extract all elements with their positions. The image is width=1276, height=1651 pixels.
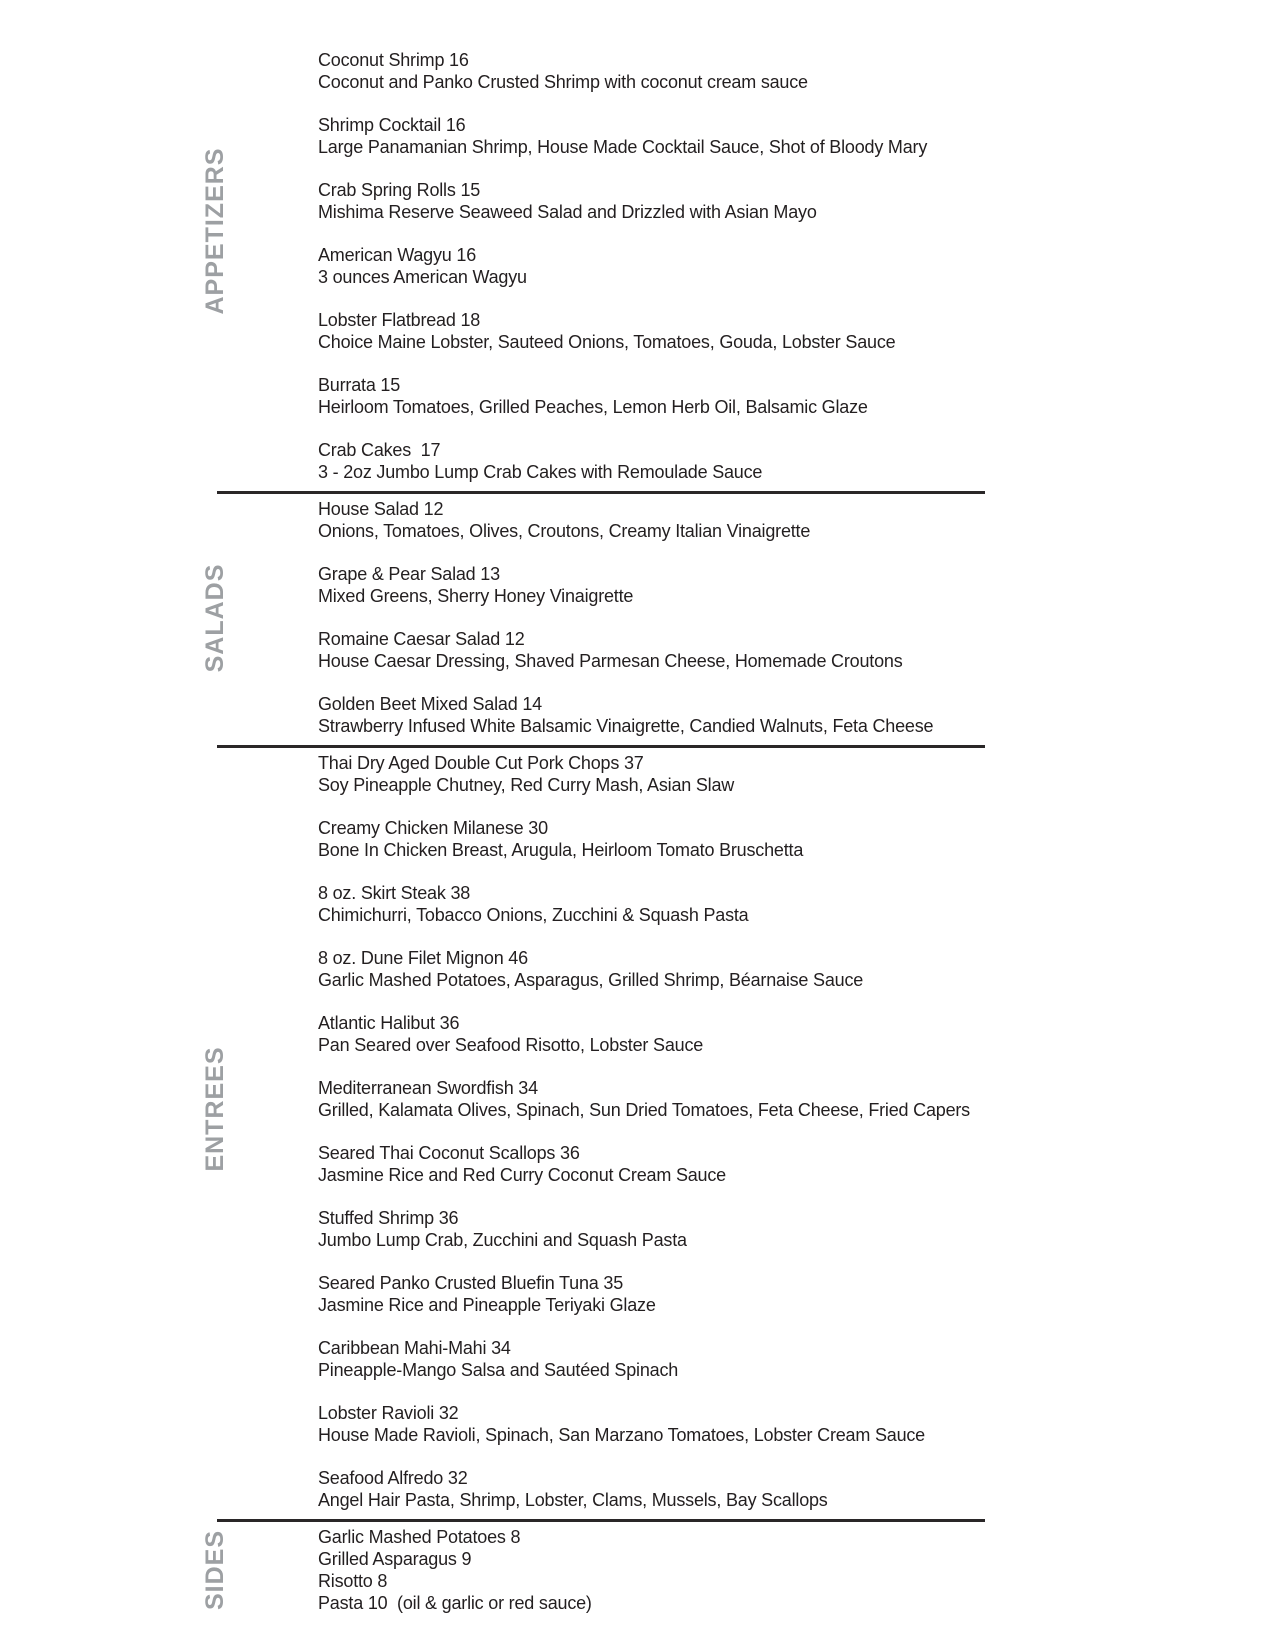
menu-item-name: 8 oz. Dune Filet Mignon 46 <box>318 948 528 968</box>
menu-item <box>318 947 1258 991</box>
menu-item-description: Mixed Greens, Sherry Honey Vinaigrette <box>318 586 634 606</box>
menu-item-description: Pineapple-Mango Salsa and Sautéed Spinach <box>318 1360 679 1380</box>
menu-item <box>318 628 1258 672</box>
section-label: ENTREES <box>201 1046 229 1172</box>
menu-item-description: 3 ounces American Wagyu <box>318 267 527 287</box>
menu-item <box>318 439 1258 483</box>
menu-item-name: Garlic Mashed Potatoes 8 <box>318 1527 521 1547</box>
menu-item-name: Pasta 10 (oil & garlic or red sauce) <box>318 1593 592 1613</box>
menu-item-name: Crab Spring Rolls 15 <box>318 180 481 200</box>
menu-item-name: Mediterranean Swordfish 34 <box>318 1078 538 1098</box>
menu-item <box>318 882 1258 926</box>
menu-item <box>318 374 1258 418</box>
menu-item-description: Soy Pineapple Chutney, Red Curry Mash, Asian Slaw <box>318 775 735 795</box>
menu-item-name: Seafood Alfredo 32 <box>318 1468 468 1488</box>
menu-item <box>318 114 1258 158</box>
menu-item-description: Mishima Reserve Seaweed Salad and Drizzled with Asian Mayo <box>318 202 817 222</box>
menu-item-description: Strawberry Infused White Balsamic Vinaigrette, Candied Walnuts, Feta Cheese <box>318 716 934 736</box>
section-divider <box>217 491 985 494</box>
menu-item-name: Seared Thai Coconut Scallops 36 <box>318 1143 580 1163</box>
menu-item <box>318 1592 1258 1614</box>
menu-item <box>318 244 1258 288</box>
menu-section <box>0 49 1276 483</box>
menu-item-name: 8 oz. Skirt Steak 38 <box>318 883 471 903</box>
menu-item <box>318 563 1258 607</box>
menu-item <box>318 1077 1258 1121</box>
menu-item <box>318 1548 1258 1570</box>
menu-item-name: Creamy Chicken Milanese 30 <box>318 818 548 838</box>
menu-item-name: Romaine Caesar Salad 12 <box>318 629 525 649</box>
menu-item-name: Caribbean Mahi-Mahi 34 <box>318 1338 511 1358</box>
menu-section <box>0 498 1276 737</box>
menu-item <box>318 1570 1258 1592</box>
menu-item-name: House Salad 12 <box>318 499 444 519</box>
menu-item <box>318 1142 1258 1186</box>
menu-item-description: Jasmine Rice and Pineapple Teriyaki Glaze <box>318 1295 656 1315</box>
menu-item-description: Garlic Mashed Potatoes, Asparagus, Grilled Shrimp, Béarnaise Sauce <box>318 970 864 990</box>
menu-item-name: Coconut Shrimp 16 <box>318 50 469 70</box>
menu-item-description: Grilled, Kalamata Olives, Spinach, Sun Dried Tomatoes, Feta Cheese, Fried Capers <box>318 1100 970 1120</box>
menu-item-description: Coconut and Panko Crusted Shrimp with coconut cream sauce <box>318 72 808 92</box>
menu-item <box>318 1012 1258 1056</box>
menu-item-description: Angel Hair Pasta, Shrimp, Lobster, Clams, Mussels, Bay Scallops <box>318 1490 828 1510</box>
menu-item-description: Jasmine Rice and Red Curry Coconut Cream Sauce <box>318 1165 726 1185</box>
menu-item <box>318 1272 1258 1316</box>
menu-item <box>318 1337 1258 1381</box>
menu-item-description: House Caesar Dressing, Shaved Parmesan Cheese, Homemade Croutons <box>318 651 903 671</box>
menu-item-name: Grilled Asparagus 9 <box>318 1549 472 1569</box>
menu-item-name: Atlantic Halibut 36 <box>318 1013 460 1033</box>
section-divider <box>217 745 985 748</box>
section-items <box>318 498 1258 737</box>
section-items <box>318 752 1258 1511</box>
menu-item <box>318 1207 1258 1251</box>
section-label: SIDES <box>201 1529 229 1611</box>
menu-item <box>318 1526 1258 1548</box>
menu-item-description: Jumbo Lump Crab, Zucchini and Squash Pasta <box>318 1230 687 1250</box>
menu-item-name: Risotto 8 <box>318 1571 388 1591</box>
menu-item <box>318 49 1258 93</box>
menu-item <box>318 1467 1258 1511</box>
menu-item-description: Pan Seared over Seafood Risotto, Lobster Sauce <box>318 1035 704 1055</box>
menu-item-name: Lobster Ravioli 32 <box>318 1403 459 1423</box>
menu-item-description: Chimichurri, Tobacco Onions, Zucchini & Squash Pasta <box>318 905 749 925</box>
menu-item-name: Burrata 15 <box>318 375 401 395</box>
menu-item <box>318 179 1258 223</box>
menu-item <box>318 752 1258 796</box>
menu-item-description: Large Panamanian Shrimp, House Made Cocktail Sauce, Shot of Bloody Mary <box>318 137 928 157</box>
menu-item-name: Shrimp Cocktail 16 <box>318 115 466 135</box>
menu-item <box>318 498 1258 542</box>
menu-item-description: Choice Maine Lobster, Sauteed Onions, Tomatoes, Gouda, Lobster Sauce <box>318 332 896 352</box>
menu-item-name: Stuffed Shrimp 36 <box>318 1208 459 1228</box>
menu-item-description: House Made Ravioli, Spinach, San Marzano Tomatoes, Lobster Cream Sauce <box>318 1425 925 1445</box>
menu-item-name: Seared Panko Crusted Bluefin Tuna 35 <box>318 1273 624 1293</box>
section-divider <box>217 1519 985 1522</box>
menu-item-name: Thai Dry Aged Double Cut Pork Chops 37 <box>318 753 644 773</box>
menu-section <box>0 1526 1276 1614</box>
section-items <box>318 49 1258 483</box>
menu-item <box>318 817 1258 861</box>
menu-item <box>318 309 1258 353</box>
section-items <box>318 1526 1258 1614</box>
menu-item-name: American Wagyu 16 <box>318 245 477 265</box>
menu-item <box>318 1402 1258 1446</box>
section-label: SALADS <box>201 563 229 672</box>
menu-item-name: Golden Beet Mixed Salad 14 <box>318 694 542 714</box>
menu-item <box>318 693 1258 737</box>
menu-item-name: Crab Cakes 17 <box>318 440 441 460</box>
section-label: APPETIZERS <box>201 147 229 315</box>
menu-item-description: Bone In Chicken Breast, Arugula, Heirloom Tomato Bruschetta <box>318 840 804 860</box>
menu-item-description: Heirloom Tomatoes, Grilled Peaches, Lemon Herb Oil, Balsamic Glaze <box>318 397 868 417</box>
menu-item-name: Lobster Flatbread 18 <box>318 310 481 330</box>
menu-section <box>0 752 1276 1511</box>
menu-item-name: Grape & Pear Salad 13 <box>318 564 500 584</box>
menu-item-description: Onions, Tomatoes, Olives, Croutons, Creamy Italian Vinaigrette <box>318 521 811 541</box>
menu-item-description: 3 - 2oz Jumbo Lump Crab Cakes with Remoulade Sauce <box>318 462 763 482</box>
